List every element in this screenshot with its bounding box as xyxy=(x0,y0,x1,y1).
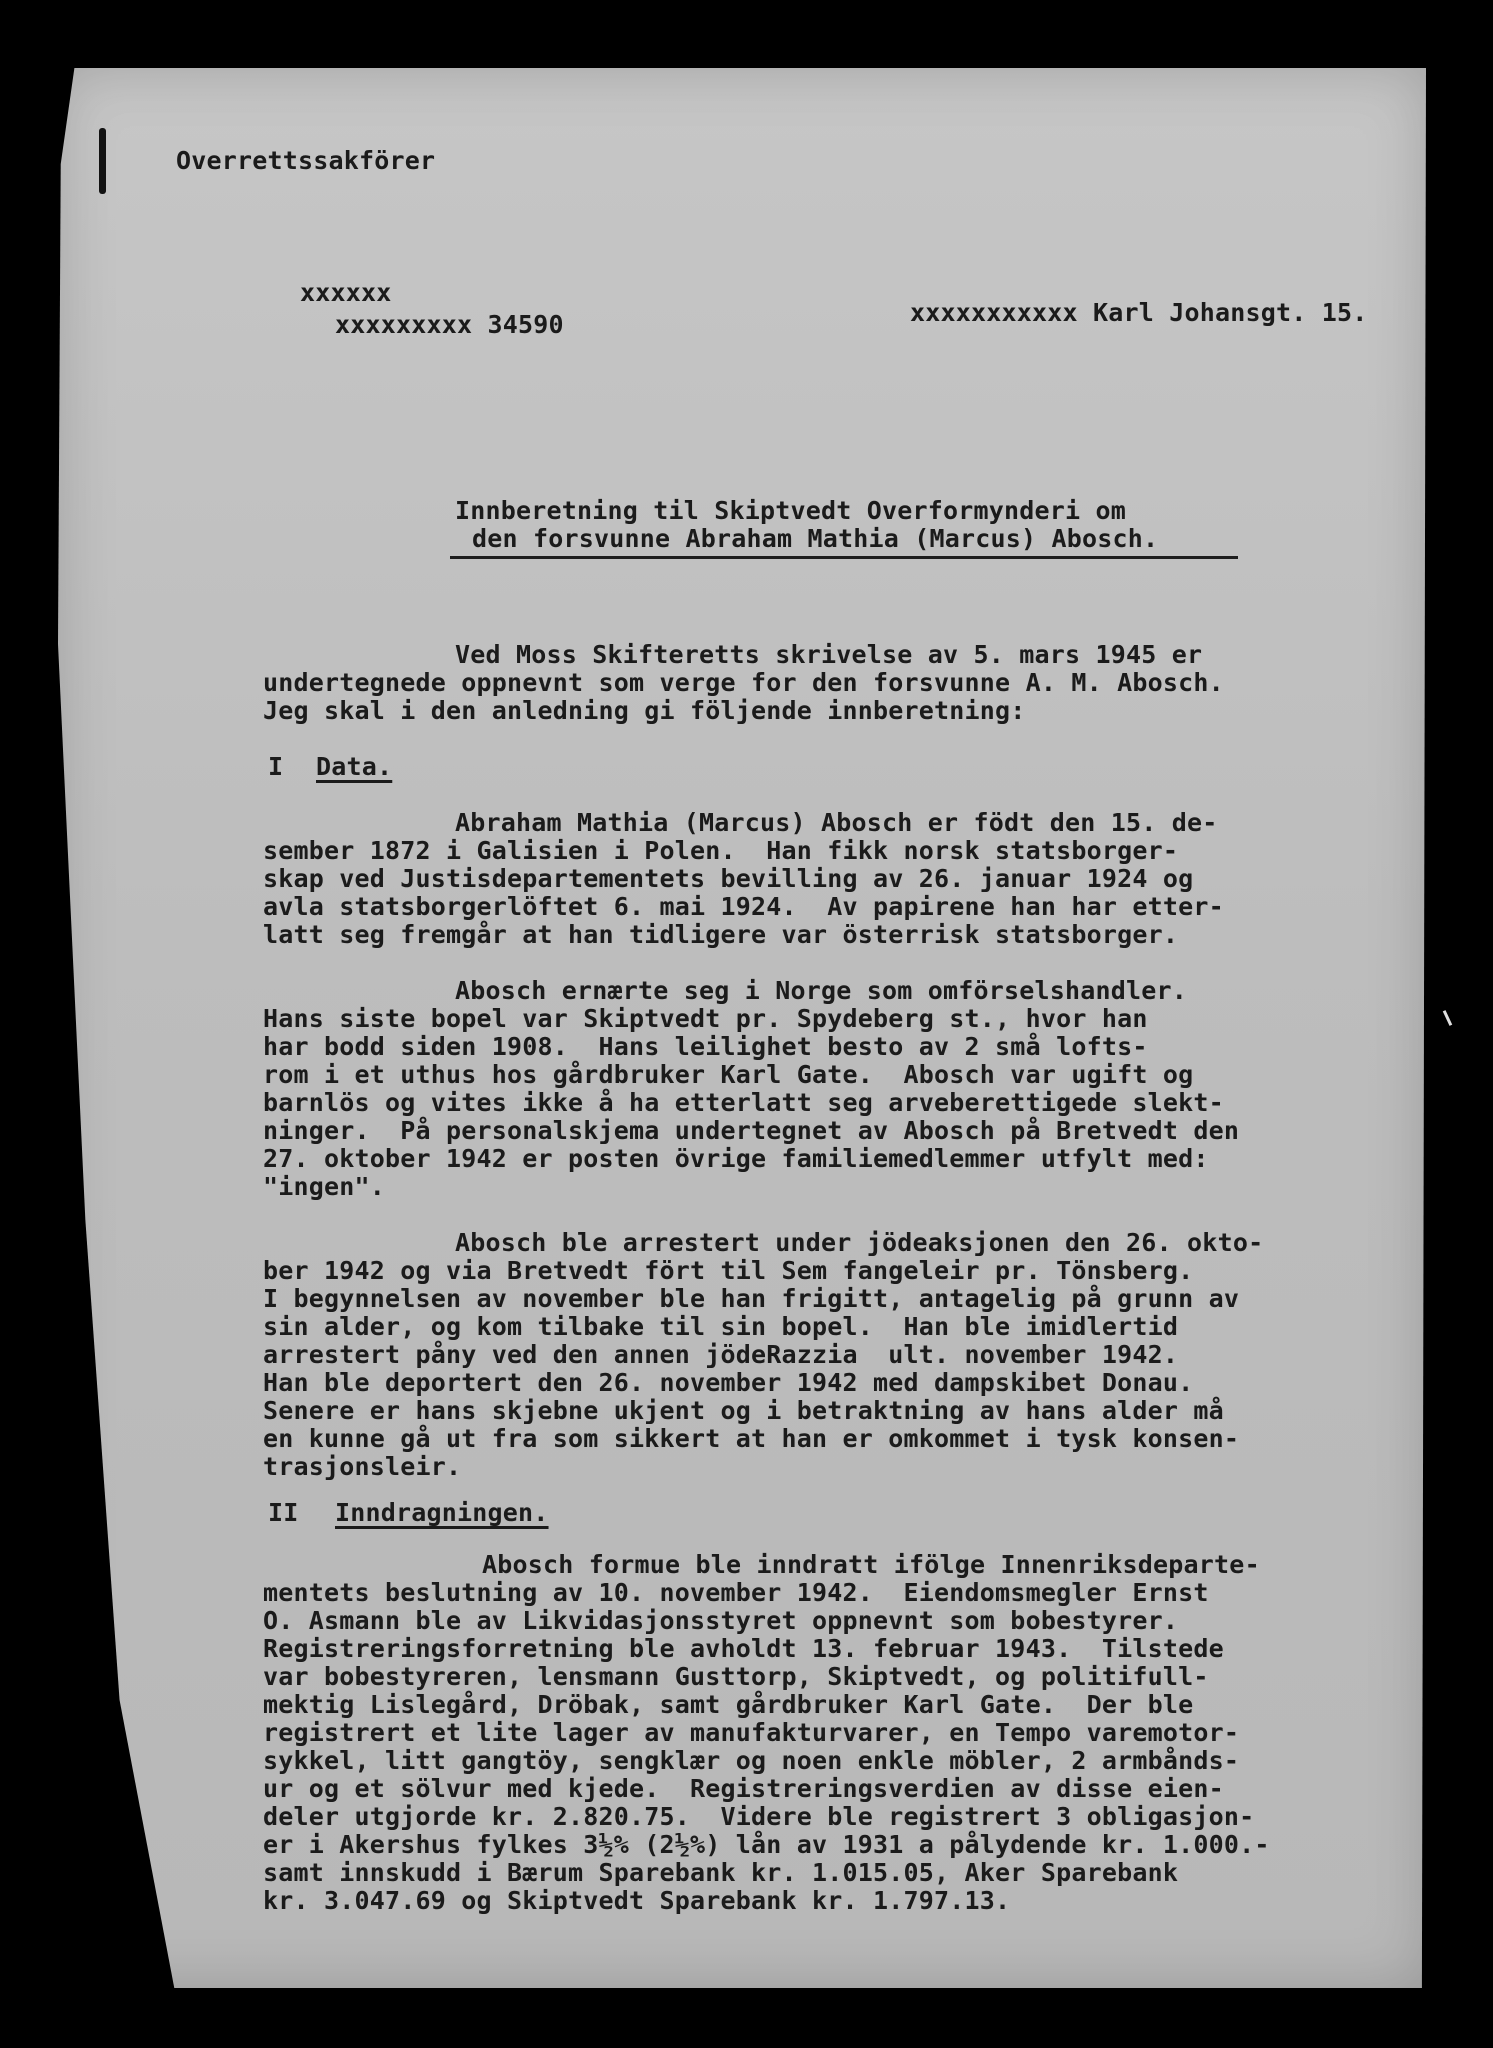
text-line: Hans siste bopel var Skiptvedt pr. Spydeberg st., hvor han xyxy=(263,1004,1148,1033)
text-line: avla statsborgerlöftet 6. mai 1924. Av papirene han har etter- xyxy=(263,892,1224,921)
text-line: latt seg fremgår at han tidligere var österrisk statsborger. xyxy=(263,920,1179,949)
text-line: var bobestyreren, lensmann Gusttorp, Skiptvedt, og politifull- xyxy=(263,1662,1209,1691)
text-line: sykkel, litt gangtöy, sengklær og noen enkle möbler, 2 armbånds- xyxy=(263,1746,1240,1775)
text-line: samt innskudd i Bærum Sparebank kr. 1.015.05, Aker Sparebank xyxy=(263,1858,1179,1887)
text-line: ninger. På personalskjema undertegnet av Abosch på Bretvedt den xyxy=(263,1116,1240,1145)
text-line: arrestert påny ved den annen jödeRazzia ult. november 1942. xyxy=(263,1340,1179,1369)
text-line: I begynnelsen av november ble han frigitt, antagelig på grunn av xyxy=(263,1284,1240,1313)
text-line: rom i et uthus hos gårdbruker Karl Gate. Abosch var ugift og xyxy=(263,1060,1194,1089)
text-line: O. Asmann ble av Likvidasjonsstyret oppnevnt som bobestyrer. xyxy=(263,1606,1179,1635)
text-line: Han ble deportert den 26. november 1942 med dampskibet Donau. xyxy=(263,1368,1194,1397)
heading-line1: Innberetning til Skiptvedt Overformynderi om xyxy=(455,496,1127,525)
text-line: trasjonsleir. xyxy=(263,1452,462,1481)
text-line: Abraham Mathia (Marcus) Abosch er födt den 15. de- xyxy=(455,808,1218,837)
letterhead-line1: xxxxxx xyxy=(300,278,392,307)
text-line: ber 1942 og via Bretvedt fört til Sem fangeleir pr. Tönsberg. xyxy=(263,1256,1194,1285)
text-line: mektig Lislegård, Dröbak, samt gårdbruker Karl Gate. Der ble xyxy=(263,1690,1194,1719)
text-line: ur og et sölvur med kjede. Registreringsverdien av disse eien- xyxy=(263,1774,1224,1803)
text-line: skap ved Justisdepartementets bevilling av 26. januar 1924 og xyxy=(263,864,1194,893)
margin-mark xyxy=(99,128,106,194)
text-line: Abosch ernærte seg i Norge som omförselshandler. xyxy=(455,976,1188,1005)
text-line: 27. oktober 1942 er posten övrige familiemedlemmer utfylt med: xyxy=(263,1144,1209,1173)
text-line: Registreringsforretning ble avholdt 13. februar 1943. Tilstede xyxy=(263,1634,1224,1663)
text-line: mentets beslutning av 10. november 1942. Eiendomsmegler Ernst xyxy=(263,1578,1209,1607)
section-numeral: II xyxy=(268,1498,299,1527)
text-line: registrert et lite lager av manufakturvarer, en Tempo varemotor- xyxy=(263,1718,1240,1747)
stray-mark xyxy=(1443,1010,1452,1026)
text-line: barnlös og vites ikke å ha etterlatt seg arveberettigede slekt- xyxy=(263,1088,1224,1117)
section-title: Data. xyxy=(316,752,393,781)
letterhead-address: xxxxxxxxxxx Karl Johansgt. 15. xyxy=(910,298,1368,327)
text-line: Abosch formue ble inndratt ifölge Innenriksdeparte- xyxy=(482,1550,1260,1579)
text-line: sember 1872 i Galisien i Polen. Han fikk norsk statsborger- xyxy=(263,836,1179,865)
letterhead-title: Overrettssakförer xyxy=(176,146,436,175)
text-line: Ved Moss Skifteretts skrivelse av 5. mars 1945 er xyxy=(455,640,1203,669)
text-line: har bodd siden 1908. Hans leilighet besto av 2 små lofts- xyxy=(263,1032,1148,1061)
text-line: undertegnede oppnevnt som verge for den forsvunne A. M. Abosch. xyxy=(263,668,1224,697)
text-line: en kunne gå ut fra som sikkert at han er omkommet i tysk konsen- xyxy=(263,1424,1240,1453)
text-line: Jeg skal i den anledning gi följende innberetning: xyxy=(263,696,1026,725)
text-line: Senere er hans skjebne ukjent og i betraktning av hans alder må xyxy=(263,1396,1224,1425)
text-line: "ingen". xyxy=(263,1172,386,1201)
text-line: Abosch ble arrestert under jödeaksjonen den 26. okto- xyxy=(455,1228,1264,1257)
section-title: Inndragningen. xyxy=(335,1498,549,1527)
text-line: deler utgjorde kr. 2.820.75. Videre ble registrert 3 obligasjon- xyxy=(263,1802,1255,1831)
section-numeral: I xyxy=(268,752,284,781)
heading-underline xyxy=(450,556,1238,559)
heading-line2: den forsvunne Abraham Mathia (Marcus) Abosch. xyxy=(472,524,1159,553)
text-line: kr. 3.047.69 og Skiptvedt Sparebank kr. 1.797.13. xyxy=(263,1886,1011,1915)
text-line: sin alder, og kom tilbake til sin bopel. Han ble imidlertid xyxy=(263,1312,1179,1341)
text-line: er i Akershus fylkes 3½% (2½%) lån av 1931 a pålydende kr. 1.000.- xyxy=(263,1830,1270,1859)
letterhead-line2: xxxxxxxxx 34590 xyxy=(335,310,564,339)
